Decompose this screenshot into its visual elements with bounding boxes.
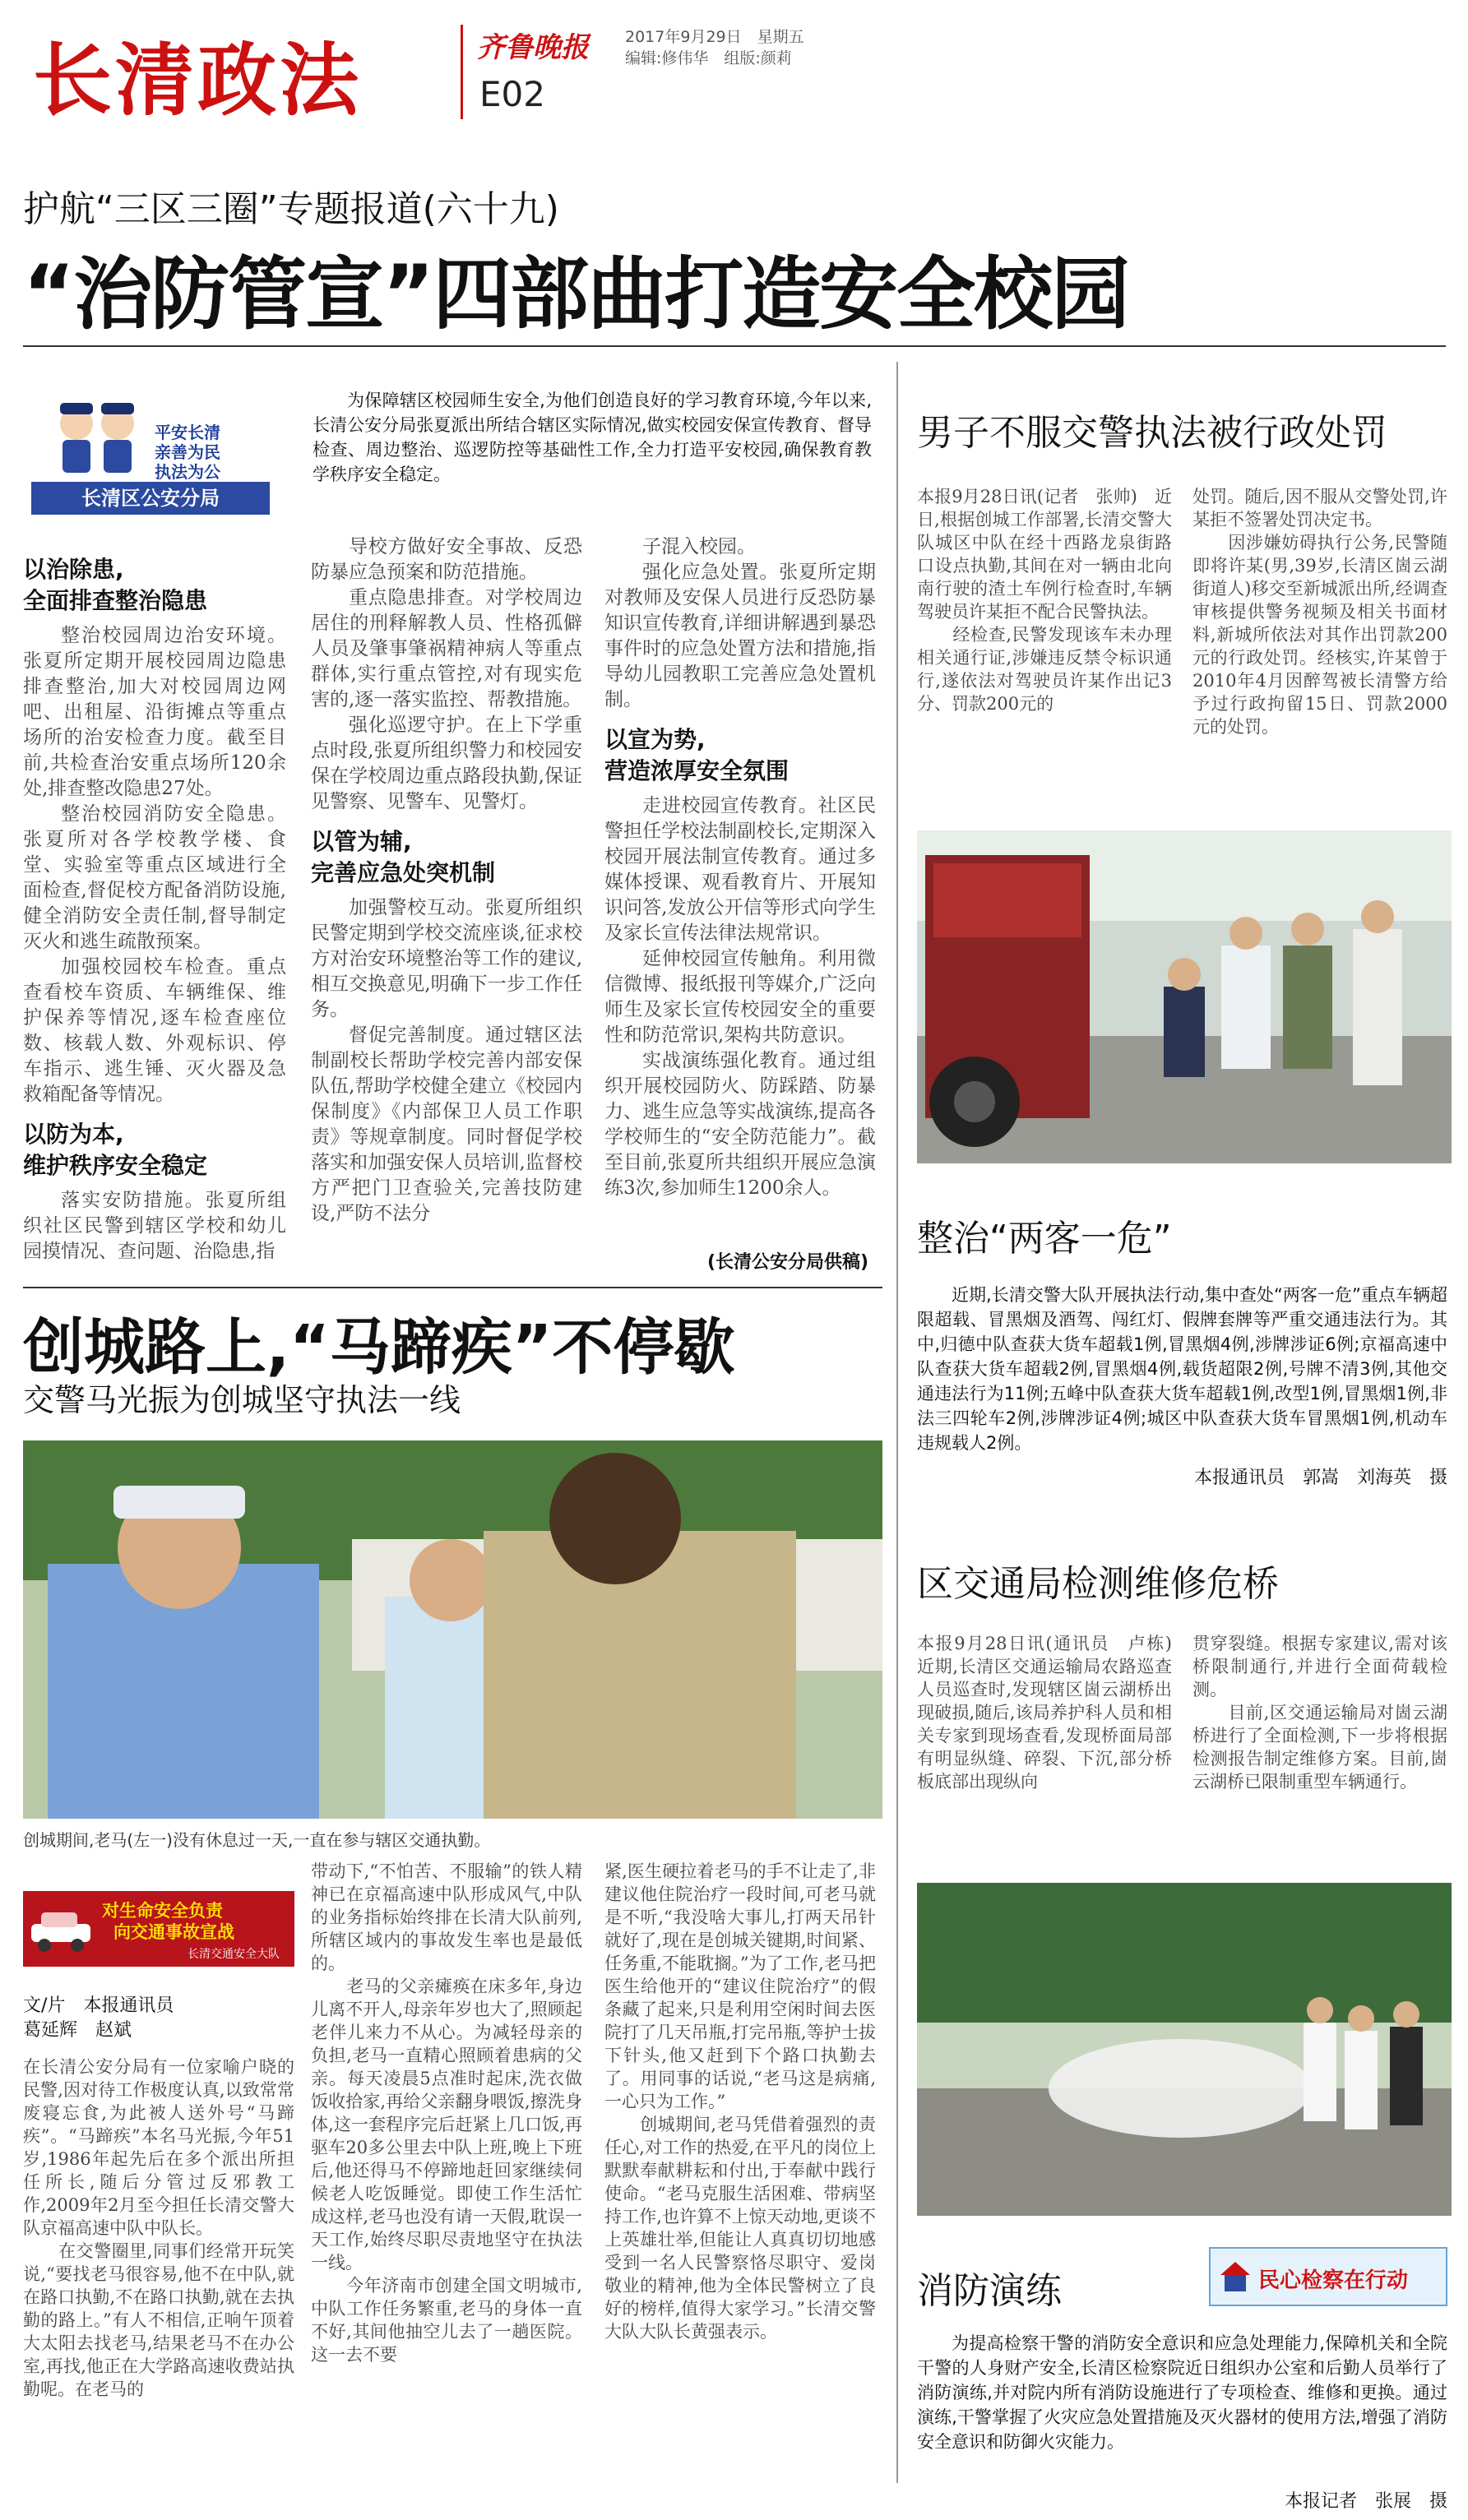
banner-sub: 长清交通安全大队 <box>188 1948 280 1961</box>
police-photo-caption: 创城期间,老马(左一)没有休息过一天,一直在参与辖区交通执勤。 <box>23 1830 491 1850</box>
police-divider <box>23 1287 882 1288</box>
badge-slogan-3: 执法为公 <box>155 462 220 482</box>
police-cartoon-icon <box>48 395 146 477</box>
feature-column-2 <box>311 534 582 1274</box>
paragraph: 加强校园校车检查。重点查看校车资质、车辆维保、维护保养等情况,逐车检查座位数、核载人数、外观标识、停车指示、逃生锤、灭火器及急救箱配备等情况。 <box>23 956 286 1105</box>
traffic-story-col-1: 本报9月28日讯(记者 张帅) 近日,根据创城工作部署,长清交警大队城区中队在经十西路龙泉街路口设点执勤,其间在对一辆由北向南行驶的渣土车例行检查时,车辆驾驶员许某拒不配合民警执法。 经检查,民警发现该车未办理相关通行证,涉嫌违反禁令标识通行,遂依法对驾驶员许某作出记3分、罚款200元的 <box>917 487 1172 714</box>
paragraph: 重点隐患排查。对学校周边居住的刑释解教人员、性格孤僻人员及肇事肇祸精神病人等重点群体,实行重点管控,对有现实危害的,逐一落实监控、帮教措施。 <box>311 587 582 710</box>
paragraph: 走进校园宣传教育。社区民警担任学校法制副校长,定期深入校园开展法制宣传教育。通过多媒体授课、观看教育片、开展知识问答,发放公开信等形式向学生及家长宣传法律法规常识。 <box>604 795 876 944</box>
police-story-title: 创城路上,“马蹄疾”不停歇 <box>23 1312 735 1383</box>
feature-title: “治防管宣”四部曲打造安全校园 <box>23 248 1129 340</box>
feature-source: (长清公安分局供稿) <box>707 1252 869 1273</box>
drill-badge <box>1209 2247 1447 2306</box>
column-divider <box>896 362 898 2483</box>
section-subhead: 以防为本, 维护秩序安全稳定 <box>23 1121 208 1179</box>
badge-slogan-1: 平安长清 <box>155 423 220 442</box>
police-story-subtitle: 交警马光振为创城坚守执法一线 <box>23 1382 461 1418</box>
house-icon <box>1217 2259 1253 2295</box>
section-subhead: 以宣为势, 营造浓厚安全氛围 <box>604 726 790 784</box>
paragraph: 督促完善制度。通过辖区法制副校长帮助学校完善内部安保队伍,帮助学校健全建立《校园内保制度》《内部保卫人员工作职责》等规章制度。同时督促学校落实和加强安保人员培训,监督校方严把门卫查验关,完善技防建设,严防不法分 <box>311 1024 582 1224</box>
paragraph: 实战演练强化教育。通过组织开展校园防火、防踩踏、防暴力、逃生应急等实战演练,提高各学校师生的“安全防范能力”。截至目前,张夏所共组织开展应急演练3次,参加师生1200余人。 <box>604 1050 876 1199</box>
bridge-story-col-2: 贯穿裂缝。根据专家建议,需对该桥限制通行,并进行全面荷载检测。 目前,区交通运输局对崮云湖桥进行了全面检测,下一步将根据检测报告制定维修方案。目前,崮云湖桥已限制重型车辆通行。 <box>1192 1634 1447 1792</box>
bridge-story-col-1: 本报9月28日讯(通讯员 卢栋) 近期,长清区交通运输局农路巡查人员巡查时,发现辖区崮云湖桥出现破损,随后,该局养护科人员和相关专家到现场查看,发现桥面局部有明显纵缝、碎裂、下沉,部分桥板底部出现纵向 <box>917 1634 1189 1792</box>
police-byline: 文/片 本报通讯员 葛延辉 赵斌 <box>23 1995 174 2041</box>
police-badge <box>23 386 278 522</box>
masthead-divider <box>461 25 463 119</box>
banner-line-1: 对生命安全负责 <box>102 1901 223 1921</box>
safety-banner <box>23 1891 294 1967</box>
feature-divider <box>23 345 1446 347</box>
paragraph: 落实安防措施。张夏所组织社区民警到辖区学校和幼儿园摸情况、查问题、治隐患,指 <box>23 1190 286 1262</box>
drill-story-title: 消防演练 <box>917 2270 1062 2312</box>
drill-story-body: 为提高检察干警的消防安全意识和应急处理能力,保障机关和全院干警的人身财产安全,长清区检察院近日组织办公室和后勤人员举行了消防演练,并对院内所有消防设施进行了专项检查、维修和更换。通过演练,干警掌握了火灾应急处置措施及灭火器材的使用方法,增强了消防安全意识和防御火灾能力。 <box>917 2333 1447 2452</box>
page-number: E02 <box>479 74 545 114</box>
section-title: 长清政法 <box>33 35 362 127</box>
paragraph: 加强警校互动。张夏所组织民警定期到学校交流座谈,征求校方对治安环境整治等工作的建议,相互交换意见,明确下一步工作任务。 <box>311 897 582 1020</box>
paragraph: 导校方做好安全事故、反恐防暴应急预案和防范措施。 <box>311 536 582 583</box>
police-col-1: 在长清公安分局有一位家喻户晓的民警,因对待工作极度认真,以致常常废寝忘食,为此被人送外号“马蹄疾”。“马蹄疾”本名马光振,今年51岁,1986年起先后在多个派出所担任所长,随后分管过反邪教工作,2009年2月至今担任长清交警大队京福高速中队中队长。 在交警圈里,同事们经常开玩笑说,“要找老马很容易,他不在中队,就在路口执勤,不在路口执勤,就在去执勤的路上。”有人不相信,正响午顶着大太阳去找老马,结果老马不在办公室,再找,他正在大学路高速收费站执勤呢。在老马的 <box>23 2057 294 2399</box>
traffic-photo <box>917 830 1452 1163</box>
drill-badge-text: 民心检察在行动 <box>1258 2268 1409 2293</box>
paragraph: 强化应急处置。张夏所定期对教师及安保人员进行反恐防暴知识宣传教育,详细讲解遇到暴恐事件时的应急处置方法和措施,指导幼儿园教职工完善应急处置机制。 <box>604 562 876 710</box>
date-line: 2017年9月29日 星期五 <box>625 28 804 46</box>
paragraph: 整治校园消防安全隐患。张夏所对各学校教学楼、食堂、实验室等重点区域进行全面检查,督促校方配备消防设施,健全消防安全责任制,督导制定灭火和逃生疏散预案。 <box>23 803 286 952</box>
masthead <box>0 0 1468 148</box>
badge-unit: 长清区公安分局 <box>31 482 270 515</box>
paper-name: 齐鲁晚报 <box>477 31 589 64</box>
twoone-story-title: 整治“两客一危” <box>917 1218 1172 1260</box>
twoone-credit: 本报通讯员 郭嵩 刘海英 摄 <box>1193 1468 1447 1488</box>
drill-photo <box>917 1883 1452 2216</box>
police-photo <box>23 1440 882 1819</box>
paragraph: 整治校园周边治安环境。张夏所定期开展校园周边隐患排查整治,加大对校园周边网吧、出租屋、沿街摊点等重点场所的治安检查力度。截至目前,共检查治安重点场所120余处,排查整改隐患27处。 <box>23 625 286 799</box>
section-subhead: 以管为辅, 完善应急处突机制 <box>311 828 496 886</box>
drill-credit: 本报记者 张展 摄 <box>1284 2491 1447 2512</box>
feature-kicker: 护航“三区三圈”专题报道(六十九) <box>23 188 559 230</box>
traffic-story-title: 男子不服交警执法被行政处罚 <box>917 412 1387 454</box>
police-col-2: 带动下,“不怕苦、不服输”的铁人精神已在京福高速中队形成风气,中队的业务指标始终排在长清大队前列,所辖区域内的事故发生率也是最低的。 老马的父亲瘫痪在床多年,身边儿离不开人,母亲年岁也大了,照顾起老伴儿来力不从心。为减轻母亲的负担,老马一直精心照顾着患病的父亲。每天凌晨5点准时起床,洗衣做饭收拾家,再给父亲翻身喂饭,擦洗身体,这一套程序完后赶紧上几口饭,再驱车20多公里去中队上班,晚上下班后,他还得马不停蹄地赶回家继续伺候老人吃饭睡觉。即使工作生活忙成这样,老马也没有请一天假,耽误一天工作,始终尽职尽责地坚守在执法一线。 今年济南市创建全国文明城市,中队工作任务繁重,老马的身体一直不好,其间他抽空儿去了一趟医院。这一去不要 <box>311 1861 582 2365</box>
bridge-story-title: 区交通局检测维修危桥 <box>917 1563 1279 1605</box>
banner-line-2: 向交通事故宣战 <box>113 1922 234 1942</box>
car-crash-icon <box>28 1903 97 1955</box>
police-col-3: 紧,医生硬拉着老马的手不让走了,非建议他住院治疗一段时间,可老马就是不听,“我没啥大事儿,打两天吊针就好了,现在是创城关键期,时间紧、任务重,不能耽搁。”为了工作,老马把医生给他开的“建议住院治疗”的假条藏了起来,只是利用空闲时间去医院打了几天吊瓶,打完吊瓶,等护士拔下针头,他又赶到下个路口执勤去了。用同事的话说,“老马这是病痛,一心只为工作。” 创城期间,老马凭借着强烈的责任心,对工作的热爱,在平凡的岗位上默默奉献耕耘和付出,于奉献中践行使命。“老马克服生活困难、带病坚持工作,也许算不上惊天动地,更谈不上英雄壮举,但能让人真真切切地感受到一名人民警察恪尽职守、爱岗敬业的精神,他为全体民警树立了良好的榜样,值得大家学习。”长清交警大队大队长黄强表示。 <box>604 1861 876 2342</box>
paragraph: 延伸校园宣传触角。利用微信微博、报纸报刊等媒介,广泛向师生及家长宣传校园安全的重要性和防范常识,架构共防意识。 <box>604 948 876 1046</box>
editor-line: 编辑:修伟华 组版:颜莉 <box>625 49 792 67</box>
section-subhead: 以治除患, 全面排查整治隐患 <box>23 556 208 614</box>
traffic-story-col-2: 处罚。随后,因不服从交警处罚,许某拒不签署处罚决定书。 因涉嫌妨碍执行公务,民警随即将许某(男,39岁,长清区崮云湖街道人)移交至新城派出所,经调查审核提供警务视频及相关书面材料,新城所依法对其作出罚款200元的行政处罚。经核实,许某曾于2010年4月因醉驾被长清警方给予过行政拘留15日、罚款2000元的处罚。 <box>1192 487 1447 737</box>
paragraph: 强化巡逻守护。在上下学重点时段,张夏所组织警力和校园安保在学校周边重点路段执勤,保证见警察、见警车、见警灯。 <box>311 714 582 812</box>
badge-slogan-2: 亲善为民 <box>155 442 220 462</box>
feature-column-1 <box>23 543 286 1283</box>
feature-lead: 为保障辖区校园师生安全,为他们创造良好的学习教育环境,今年以来,长清公安分局张夏派出所结合辖区实际情况,做实校园安保宣传教育、督导检查、周边整治、巡逻防控等基础性工作,全力打造平安校园,确保教育教学秩序安全稳定。 <box>313 391 872 484</box>
twoone-story-body: 近期,长清交警大队开展执法行动,集中查处“两客一危”重点车辆超限超载、冒黑烟及酒驾、闯红灯、假牌套牌等严重交通违法行为。其中,归德中队查获大货车超载1例,冒黑烟4例,涉牌涉证6例;京福高速中队查获大货车超载2例,冒黑烟4例,载货超限2例,号牌不清3例,其他交通违法行为11例;五峰中队查获大货车超载1例,改型1例,冒黑烟1例,非法三四轮车2例,涉牌涉证4例;城区中队查获大货车冒黑烟1例,机动车违规载人2例。 <box>917 1285 1447 1453</box>
paragraph: 子混入校园。 <box>642 536 756 557</box>
feature-column-3 <box>604 534 876 1258</box>
